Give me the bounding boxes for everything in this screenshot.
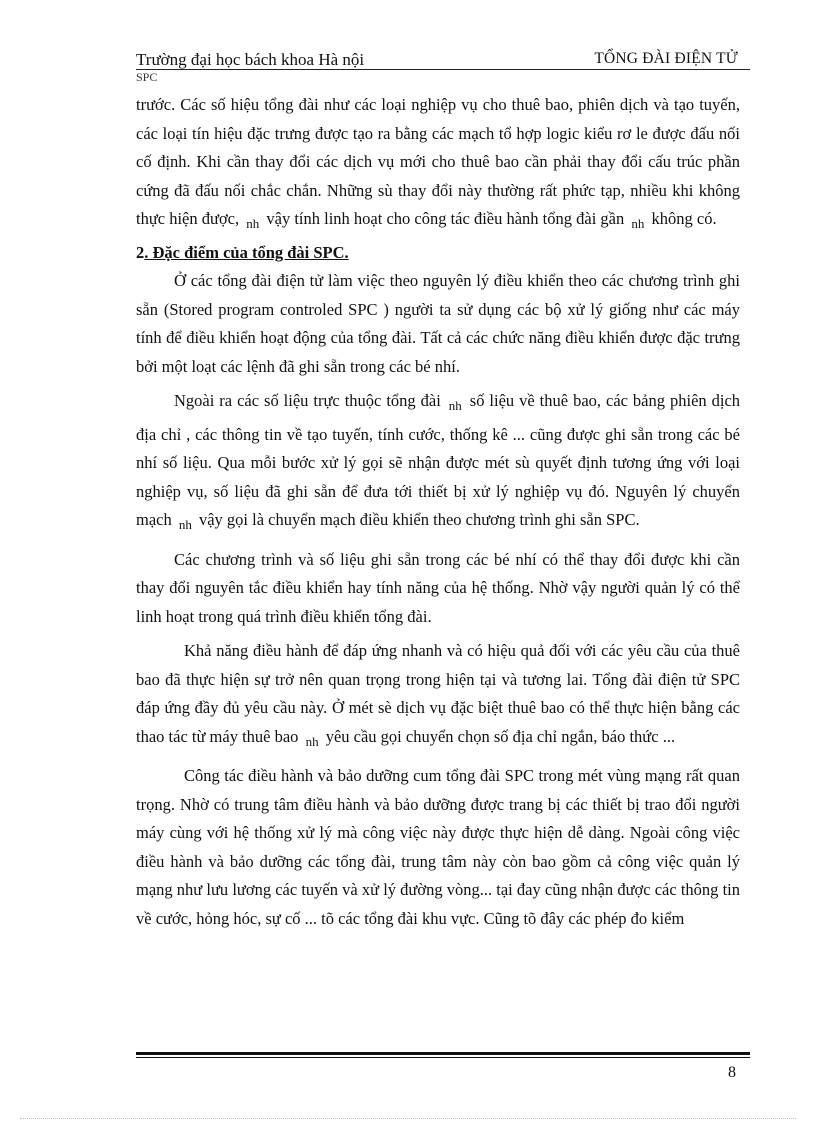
paragraph-text: không có. bbox=[651, 209, 717, 228]
inline-abbreviation: nh bbox=[178, 517, 192, 532]
paragraph-text: trước. Các số hiệu tổng đài như các loại nghiệp vụ cho thuê bao, phiên dịch và tạo tuyến, các loại tín hiệu đặc trưng được tạo ra bằng các mạch tổ hợp logic kiểu rơ le được đấu nối cố định. Khi cần thay đổi các dịch vụ mới cho thuê bao cần phải thay đổi cấu trúc phần cứng đã đấu nối chắc chắn. Những sù thay đổi này thường rất phức tạp, nhiều khi không thực hiện được, bbox=[136, 95, 740, 228]
section-heading-number: 2 bbox=[136, 242, 145, 262]
section-heading-text: . Đặc điểm của tổng đài SPC. bbox=[144, 242, 349, 262]
header-title-overflow: SPC bbox=[136, 70, 158, 84]
page-bottom-dotted-line bbox=[20, 1118, 796, 1119]
inline-abbreviation: nh bbox=[305, 733, 319, 749]
page-number: 8 bbox=[728, 1064, 736, 1081]
footer-divider-thick bbox=[136, 1052, 750, 1055]
body-paragraph bbox=[136, 546, 740, 632]
header-document-title: TỔNG ĐÀI ĐIỆN TỬ bbox=[594, 50, 738, 67]
body-paragraph bbox=[136, 762, 740, 933]
paragraph-text: Ở các tổng đài điện tử làm việc theo nguyên lý điều khiển theo các chương trình ghi sẵn (Stored program controled SPC ) người ta sử dụng các bộ xử lý giống như các máy tính để điều khiển hoạt động của tổng đài. Tất cả các chức năng điều khiển được đặc trưng bởi một loạt các lệnh đã ghi sẵn trong các bé nhí. bbox=[136, 271, 740, 376]
paragraph-text: Các chương trình và số liệu ghi sẵn trong các bé nhí có thể thay đổi được khi cần thay đổi nguyên tắc điều khiển hay tính năng của hệ thống. Nhờ vậy người quản lý có thể linh hoạt trong quá trình điều khiển tổng đài. bbox=[136, 549, 740, 626]
footer-divider-thin bbox=[136, 1057, 750, 1058]
paragraph-text: vậy gọi là chuyển mạch điều khiển theo chương trình ghi sẵn SPC. bbox=[198, 510, 640, 529]
paragraph-text: Khả năng điều hành để đáp ứng nhanh và có hiệu quả đối với các yêu cầu của thuê bao đã thực hiện sự trở nên quan trọng trong hiện tại và tương lai. Tổng đài điện tử SPC đáp ứng đầy đủ yêu cầu này. Ở mét sè dịch vụ đặc biệt thuê bao có thể thực hiện bằng các thao tác từ máy thuê bao bbox=[136, 641, 740, 746]
document-body bbox=[136, 91, 740, 933]
body-paragraph bbox=[136, 637, 740, 756]
body-paragraph bbox=[136, 91, 740, 239]
paragraph-text: số liệu về thuê bao, các bảng phiên dịch địa chỉ , các thông tin về tạo tuyến, tính cước, thống kê ... cũng được ghi sẵn trong các bé nhí số liệu. Qua mỗi bước xử lý gọi sẽ nhận được mét sù quyết định tương ứng với loại nghiệp vụ, số liệu đã ghi sẵn để đưa tới thiết bị xử lý nghiệp vụ đó. Nguyên lý chuyển mạch bbox=[136, 391, 741, 529]
inline-abbreviation: nh bbox=[631, 216, 645, 231]
page-header bbox=[136, 50, 750, 84]
header-school-name: Trường đại học bách khoa Hà nội bbox=[136, 50, 365, 69]
body-paragraph bbox=[136, 267, 740, 381]
inline-abbreviation: nh bbox=[246, 216, 260, 231]
inline-abbreviation: nh bbox=[448, 398, 462, 413]
paragraph-text: vậy tính linh hoạt cho công tác điều hành tổng đài gần bbox=[266, 209, 625, 228]
paragraph-text: Ngoài ra các số liệu trực thuộc tổng đài bbox=[174, 391, 441, 410]
paragraph-text: Công tác điều hành và bảo dưỡng cum tổng đài SPC trong mét vùng mạng rất quan trọng. Nhờ có trung tâm điều hành và bảo dưỡng được trang bị các thiết bị trao đổi người máy cùng với hệ thống xử lý mà công việc này được thực hiện dễ dàng. Ngoài công việc điều hành và bảo dưỡng các tổng đài, trung tâm này còn bao gồm cả công việc quản lý mạng như lưu lương các tuyến và xử lý đường vòng... tại đay cũng nhận được các thông tin về cước, hỏng hóc, sự cố ... tõ các tổng đài khu vực. Cũng tõ đây các phép đo kiểm bbox=[136, 766, 740, 928]
paragraph-text: yêu cầu gọi chuyển chọn số địa chỉ ngắn, báo thức ... bbox=[325, 726, 676, 746]
header-divider bbox=[136, 69, 750, 70]
body-paragraph bbox=[136, 387, 740, 540]
section-heading bbox=[136, 239, 740, 268]
